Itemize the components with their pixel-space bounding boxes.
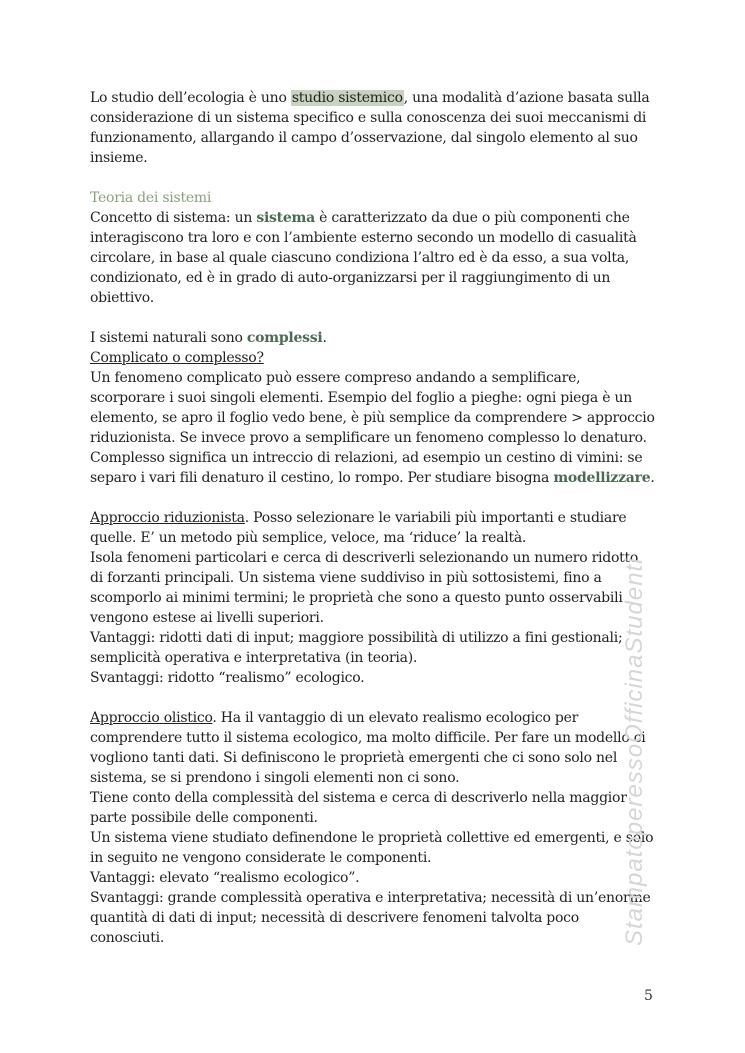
reductionist-title: Approccio riduzionista xyxy=(90,510,245,526)
spacer xyxy=(90,688,655,708)
question-heading: Complicato o complesso? xyxy=(90,350,264,366)
intro-text-end: , una modalità d’azione basata sulla considerazione di un sistema specifico e sulla conoscenza dei suoi meccanismi di funzionamento, allargando il campo d’osservazione, dal singolo elemento al suo insieme. xyxy=(90,90,650,166)
document-page xyxy=(90,88,655,948)
holistic-title: Approccio olistico xyxy=(90,710,213,726)
intro-paragraph xyxy=(90,88,655,168)
holistic-intro: . Ha il vantaggio di un elevato realismo ecologico per comprendere tutto il sistema ecologico, ma molto difficile. Per fare un modello ci vogliono tanti dati. Si definiscono le proprietà emergenti che ci sono solo nel sistema, se si prendono i singoli elementi non ci sono. xyxy=(90,710,646,786)
concept-text-end: è caratterizzato da due o più componenti che interagiscono tra loro e con l’ambiente esterno secondo un modello di casualità circolare, in base al quale ciascuno condiziona l’altro ed è da esso, a sua volta, condizionato, ed è in grado di auto-organizzarsi per il raggiungimento di un obiettivo. xyxy=(90,210,637,306)
reductionist-disadvantages: Svantaggi: ridotto “realismo” ecologico. xyxy=(90,670,365,686)
natural-text-end: . xyxy=(322,330,327,346)
complex-paragraph xyxy=(90,368,655,488)
concept-paragraph xyxy=(90,208,655,308)
reductionist-advantages: Vantaggi: ridotti dati di input; maggiore possibilità di utilizzo a fini gestionali; semplicità operativa e interpretativa (in teoria). xyxy=(90,630,623,666)
watermark-officina-studenti: StampatoperessoOfficinaStudenti xyxy=(621,557,648,946)
spacer xyxy=(90,168,655,188)
reductionist-description: Isola fenomeni particolari e cerca di descriverli selezionando un numero ridotto di forzanti principali. Un sistema viene suddiviso in più sottosistemi, fino a scomporlo ai minimi termini; le proprietà che sono a questo punto osservabili vengono estese ai livelli superiori. xyxy=(90,550,639,626)
reductionist-paragraph xyxy=(90,508,655,548)
page-number: 5 xyxy=(644,988,653,1004)
keyword-sistema: sistema xyxy=(256,210,315,226)
concept-text: Concetto di sistema: un xyxy=(90,210,257,226)
holistic-disadvantages: Svantaggi: grande complessità operativa e interpretativa; necessità di un’enorme quantità di dati di input; necessità di descrivere fenomeni talvolta poco conosciuti. xyxy=(90,890,651,946)
keyword-modellizzare: modellizzare xyxy=(553,470,651,486)
holistic-advantages: Vantaggi: elevato “realismo ecologico”. xyxy=(90,870,360,886)
natural-systems-line xyxy=(90,328,655,348)
highlight-studio-sistemico: studio sistemico xyxy=(291,90,403,106)
complex-text-end: . xyxy=(650,470,655,486)
holistic-paragraph xyxy=(90,708,655,788)
natural-text: I sistemi naturali sono xyxy=(90,330,247,346)
keyword-complessi: complessi xyxy=(246,330,323,346)
intro-text: Lo studio dell’ecologia è uno xyxy=(90,90,291,106)
complex-text: Un fenomeno complicato può essere compreso andando a semplificare, scorporare i suoi singoli elementi. Esempio del foglio a pieghe: ogni piega è un elemento, se apro il foglio vedo bene, è più semplice da comprendere > approccio riduzionista. Se invece provo a semplificare un fenomeno complesso lo denaturo. Complesso significa un intreccio di relazioni, ad esempio un cestino di vimini: se separo i vari fili denaturo il cestino, lo rompo. Per studiare bisogna xyxy=(90,370,655,486)
section-title-teoria: Teoria dei sistemi xyxy=(90,190,212,206)
holistic-study: Un sistema viene studiato definendone le proprietà collettive ed emergenti, e solo in seguito ne vengono considerate le componenti. xyxy=(90,830,654,866)
reductionist-intro: . Posso selezionare le variabili più importanti e studiare quelle. E’ un metodo più semplice, veloce, ma ‘riduce’ la realtà. xyxy=(90,510,627,546)
spacer xyxy=(90,488,655,508)
spacer xyxy=(90,308,655,328)
holistic-description: Tiene conto della complessità del sistema e cerca di descriverlo nella maggior parte possibile delle componenti. xyxy=(90,790,627,826)
